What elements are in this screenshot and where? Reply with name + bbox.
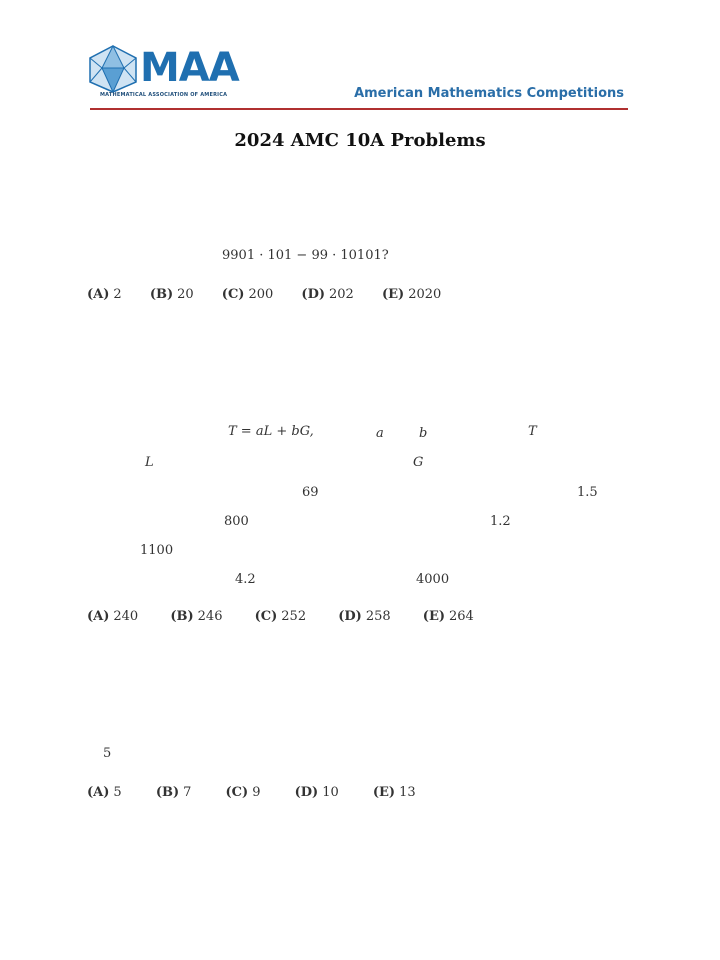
problem1-choices (87, 287, 465, 302)
variable-g: G (413, 455, 424, 470)
logo-subtitle: MATHEMATICAL ASSOCIATION OF AMERICA (100, 92, 228, 98)
problem2-formula: T = aL + bG, (228, 424, 314, 439)
choice-b: (B) 20 (149, 287, 194, 302)
number-800: 800 (224, 514, 249, 529)
choice-a: (A) 240 (87, 609, 139, 624)
choice-d: (D) 202 (301, 287, 354, 302)
choice-c: (C) 9 (225, 785, 261, 800)
choice-e: (E) 2020 (381, 287, 442, 302)
page-title: 2024 AMC 10A Problems (234, 130, 486, 151)
choice-e: (E) 264 (422, 609, 474, 624)
choice-a: (A) 2 (87, 287, 122, 302)
choice-d: (D) 258 (338, 609, 391, 624)
choice-c: (C) 252 (254, 609, 307, 624)
choice-b: (B) 246 (170, 609, 223, 624)
variable-t: T (528, 424, 537, 439)
problem1-expression: 9901 · 101 − 99 · 10101? (222, 248, 389, 263)
problem2-choices (87, 609, 498, 624)
variable-l: L (145, 455, 154, 470)
maa-logo (86, 42, 239, 104)
variable-b: b (419, 426, 428, 441)
number-1-5: 1.5 (577, 485, 598, 500)
number-4-2: 4.2 (235, 572, 256, 587)
number-4000: 4000 (416, 572, 450, 587)
number-5: 5 (103, 746, 112, 761)
choice-d: (D) 10 (294, 785, 339, 800)
choice-e: (E) 13 (372, 785, 416, 800)
choice-b: (B) 7 (155, 785, 192, 800)
variable-a: a (376, 426, 384, 441)
number-1100: 1100 (140, 543, 174, 558)
header-divider (90, 108, 628, 110)
logo-wordmark: MAA (140, 45, 239, 91)
icosahedron-icon (86, 44, 140, 94)
number-69: 69 (302, 485, 319, 500)
choice-c: (C) 200 (221, 287, 274, 302)
problem3-choices (87, 785, 440, 800)
org-name: American Mathematics Competitions (354, 86, 624, 101)
choice-a: (A) 5 (87, 785, 122, 800)
number-1-2: 1.2 (490, 514, 511, 529)
